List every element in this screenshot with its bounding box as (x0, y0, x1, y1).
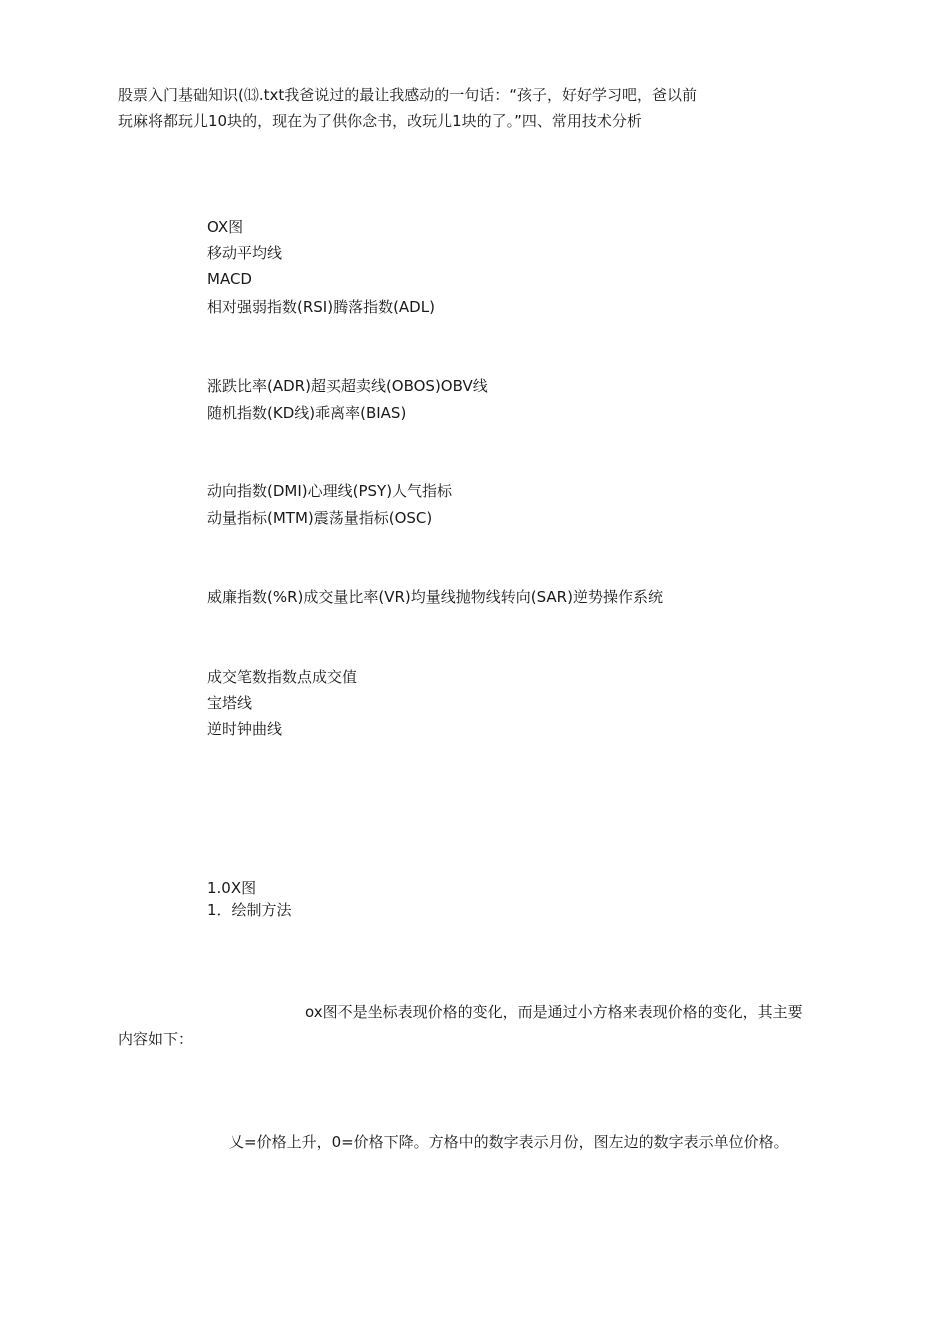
paragraph-1-line-1: ox图不是坐标表现价格的变化，而是通过小方格来表现价格的变化，其主要 (305, 1003, 803, 1021)
list-item: 移动平均线 (207, 244, 283, 262)
intro-line-1: 股票入门基础知识(⒀.txt我爸说过的最让我感动的一句话：“孩子，好好学习吧，爸以前 (118, 86, 698, 104)
intro-line-2: 玩麻将都玩儿10块的，现在为了供你念书，改玩儿1块的了。”四、常用技术分析 (118, 112, 642, 130)
list-item: OX图 (207, 218, 244, 236)
list-item: 动量指标(MTM)震荡量指标(OSC) (207, 509, 433, 527)
list-item: 成交笔数指数点成交值 (207, 668, 358, 686)
list-item: MACD (207, 270, 252, 288)
list-item: 威廉指数(%R)成交量比率(VR)均量线抛物线转向(SAR)逆势操作系统 (207, 588, 663, 606)
list-item: 相对强弱指数(RSI)腾落指数(ADL) (207, 298, 435, 316)
list-item: 涨跌比率(ADR)超买超卖线(OBOS)OBV线 (207, 377, 488, 395)
section-heading: 1.0X图 (207, 879, 257, 897)
list-item: 宝塔线 (207, 694, 253, 712)
list-item: 随机指数(KD线)乖离率(BIAS) (207, 404, 407, 422)
list-item: 动向指数(DMI)心理线(PSY)人气指标 (207, 482, 453, 500)
paragraph-2: 乂=价格上升，0=价格下降。方格中的数字表示月份，图左边的数字表示单位价格。 (229, 1133, 789, 1151)
section-subheading: 1．绘制方法 (207, 901, 292, 919)
list-item: 逆时钟曲线 (207, 720, 283, 738)
paragraph-1-line-2: 内容如下： (118, 1030, 194, 1048)
